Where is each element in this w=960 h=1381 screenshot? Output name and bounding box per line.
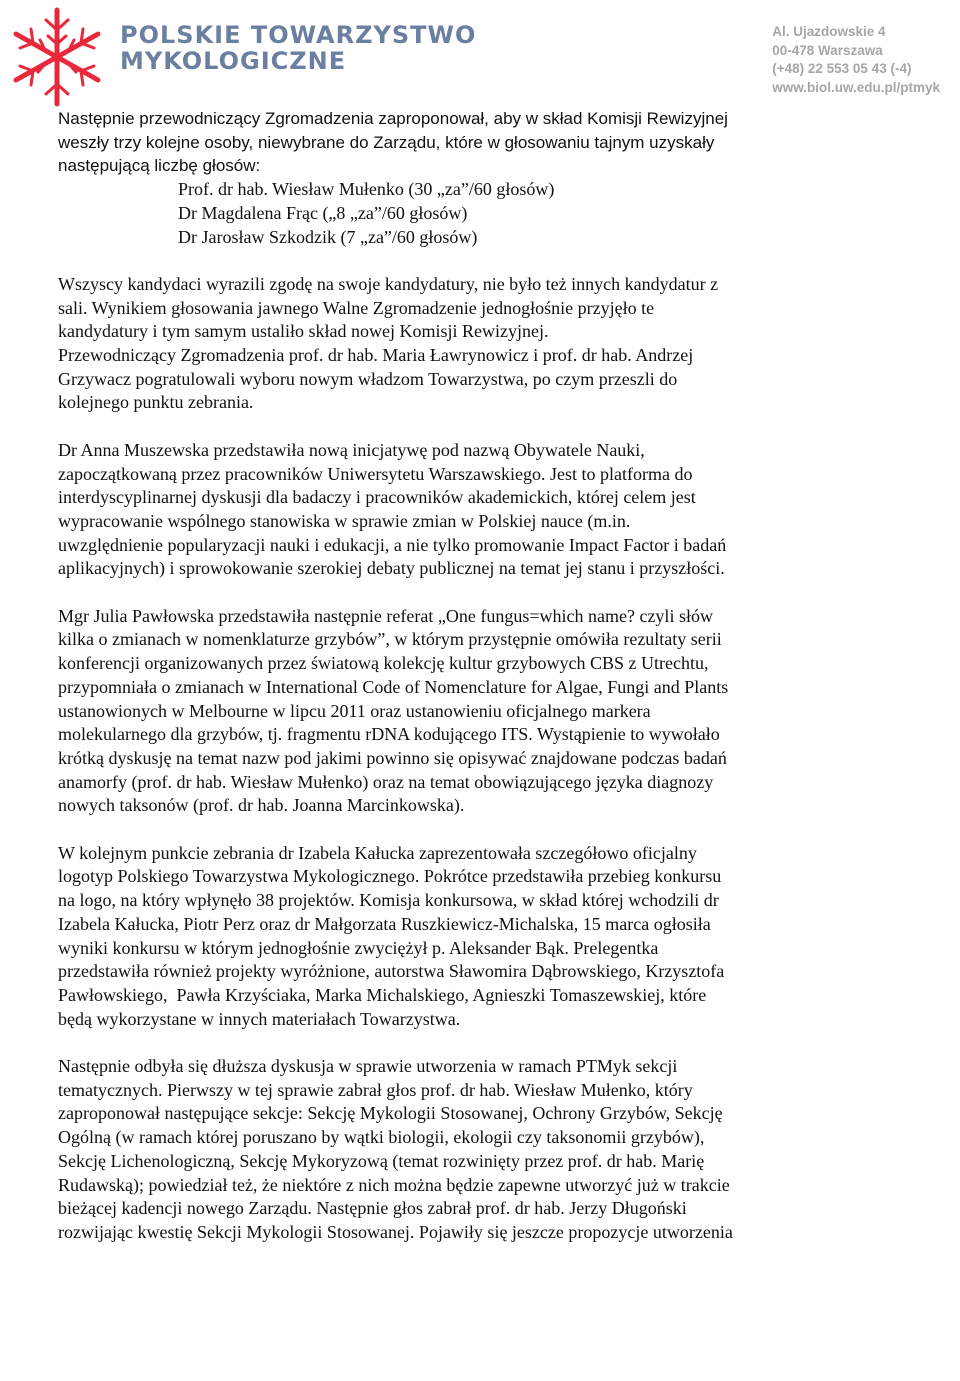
paragraph-line: Rudawską); powiedział też, że niektóre z nich można będzie zapewne utworzyć już w trakcie [58,1174,730,1195]
paragraph-line: rozwijając kwestię Sekcji Mykologii Stosowanej. Pojawiły się jeszcze propozycje utworzenia [58,1221,733,1242]
document-body [58,107,848,1245]
paragraph-line: sali. Wynikiem głosowania jawnego Walne Zgromadzenie jednogłośnie przyjęło te [58,297,655,318]
paragraph-citizens-of-science [58,439,848,581]
paragraph-line: kandydatury i tym samym ustaliło skład nowej Komisji Rewizyjnej. [58,321,549,342]
paragraph-line: bieżącej kadencji nowego Zarządu. Następnie głos zabrał prof. dr hab. Jerzy Długoński [58,1198,687,1219]
paragraph-gap [58,1031,848,1055]
paragraph-election-result [58,273,848,415]
paragraph-line: konferencji organizowanych przez światową kolekcję kultur grzybowych CBS z Utrechtu, [58,653,709,674]
intro-line: weszły trzy kolejne osoby, niewybrane do Zarządu, które w głosowaniu tajnym uzyskały [58,132,715,152]
paragraph-line: będą wykorzystane w innych materiałach Towarzystwa. [58,1008,461,1029]
address-phone: (+48) 22 553 05 43 (-4) [772,61,912,76]
paragraph-line: Dr Anna Muszewska przedstawiła nową inicjatywę pod nazwą Obywatele Nauki, [58,439,645,460]
paragraph-line: przedstawiła również projekty wyróżnione, autorstwa Sławomira Dąbrowskiego, Krzysztofa [58,961,725,982]
paragraph-line: Pawłowskiego, Pawła Krzyściaka, Marka Michalskiego, Agnieszki Tomaszewskiej, które [58,984,707,1005]
paragraph-line: zapoczątkowaną przez pracowników Uniwersytetu Warszawskiego. Jest to platforma do [58,463,693,484]
paragraph-line: zaproponował następujące sekcje: Sekcję Mykologii Stosowanej, Ochrony Grzybów, Sekcję [58,1103,723,1124]
intro-line: Następnie przewodniczący Zgromadzenia zaproponował, aby w skład Komisji Rewizyjnej [58,109,728,128]
paragraph-line: uwzględnienie popularyzacji nauki i edukacji, a nie tylko promowanie Impact Factor i badań [58,534,727,555]
paragraph-logo-contest [58,842,848,1032]
paragraph-line: na logo, na który wpłynęło 38 projektów. Komisja konkursowa, w skład której wchodzili dr [58,890,719,911]
paragraph-line: ustanowionych w Melbourne w lipcu 2011 oraz ustanowieniu oficjalnego markera [58,700,651,721]
candidate-line: Dr Jarosław Szkodzik (7 „za”/60 głosów) [178,226,478,247]
paragraph-line: Izabela Kałucka, Piotr Perz oraz dr Małgorzata Ruszkiewicz-Michalska, 15 marca ogłosiła [58,913,711,934]
paragraph-line: Ogólną (w ramach której poruszano by wątki biologii, ekologii czy taksonomii grzybów), [58,1127,705,1148]
address-website: www.biol.uw.edu.pl/ptmyk [772,79,940,95]
paragraph-line: Przewodniczący Zgromadzenia prof. dr hab. Maria Ławrynowicz i prof. dr hab. Andrzej [58,345,694,366]
paragraph-line: logotyp Polskiego Towarzystwa Mykologicznego. Pokrótce przedstawiła przebieg konkursu [58,866,722,887]
paragraph-gap [58,249,848,273]
paragraph-line: tematycznych. Pierwszy w tej sprawie zabrał głos prof. dr hab. Wiesław Mułenko, który [58,1079,693,1100]
paragraph-line: Wszyscy kandydaci wyrazili zgodę na swoje kandydatury, nie było też innych kandydatur z [58,273,719,294]
address-city: 00-478 Warszawa [772,42,883,58]
paragraph-line: krótką dyskusję na temat nazw pod jakimi powinno się opisywać znajdowane podczas badań [58,747,727,768]
paragraph-line: interdyscyplinarnej dyskusji dla badaczy i pracowników akademickich, której celem jest [58,487,696,508]
paragraph-line: kolejnego punktu zebrania. [58,392,254,413]
paragraph-line: Grzywacz pogratulowali wyboru nowym władzom Towarzystwa, po czym przeszli do [58,368,678,389]
organization-name-line2: MYKOLOGICZNE [120,47,347,75]
paragraph-line: Sekcję Lichenologiczną, Sekcję Mykoryzową (temat rozwinięty przez prof. dr hab. Marię [58,1150,705,1171]
paragraph-line: przypomniała o zmianach w International Code of Nomenclature for Algae, Fungi and Plants [58,676,729,697]
paragraph-line: aplikacyjnych) i sprowokowanie szerokiej debaty publicznej na temat jej stanu i przyszłości. [58,558,725,579]
paragraph-line: nowych taksonów (prof. dr hab. Joanna Marcinkowska). [58,795,465,816]
paragraph-gap [58,581,848,605]
paragraph-line: kilka o zmianach w nomenklaturze grzybów”, w którym przystępnie omówiła rezultaty serii [58,629,722,650]
paragraph-line: Następnie odbyła się dłuższa dyskusja w sprawie utworzenia w ramach PTMyk sekcji [58,1056,678,1077]
paragraph-line: wypracowanie wspólnego stanowiska w sprawie zmian w Polskiej nauce (m.in. [58,510,631,531]
paragraph-line: W kolejnym punkcie zebrania dr Izabela Kałucka zaprezentowała szczegółowo oficjalny [58,842,697,863]
paragraph-gap [58,415,848,439]
organization-address [772,23,940,97]
paragraph-line: molekularnego dla grzybów, tj. fragmentu rDNA kodującego ITS. Wystąpienie to wywołało [58,724,720,745]
paragraph-thematic-sections [58,1055,848,1245]
paragraph-gap [58,818,848,842]
paragraph-line: anamorfy (prof. dr hab. Wiesław Mułenko) oraz na temat obowiązującego języka diagnozy [58,771,714,792]
candidate-line: Dr Magdalena Frąc („8 „za”/60 głosów) [178,202,468,223]
paragraph-line: Mgr Julia Pawłowska przedstawiła następnie referat „One fungus=which name? czyli słów [58,605,713,626]
candidate-line: Prof. dr hab. Wiesław Mułenko (30 „za”/60 głosów) [178,179,555,200]
intro-line: następującą liczbę głosów: [58,156,261,176]
address-street: Al. Ujazdowskie 4 [772,24,886,39]
society-logo-icon [4,4,110,110]
paragraph-nomenclature-talk [58,605,848,818]
organization-name-line1: POLSKIE TOWARZYSTWO [120,21,477,49]
organization-name [120,22,476,74]
paragraph-line: wyniki konkursu w którym jednogłośnie zwyciężył p. Aleksander Bąk. Prelegentka [58,937,659,958]
snowflake-logo-icon [4,4,110,110]
